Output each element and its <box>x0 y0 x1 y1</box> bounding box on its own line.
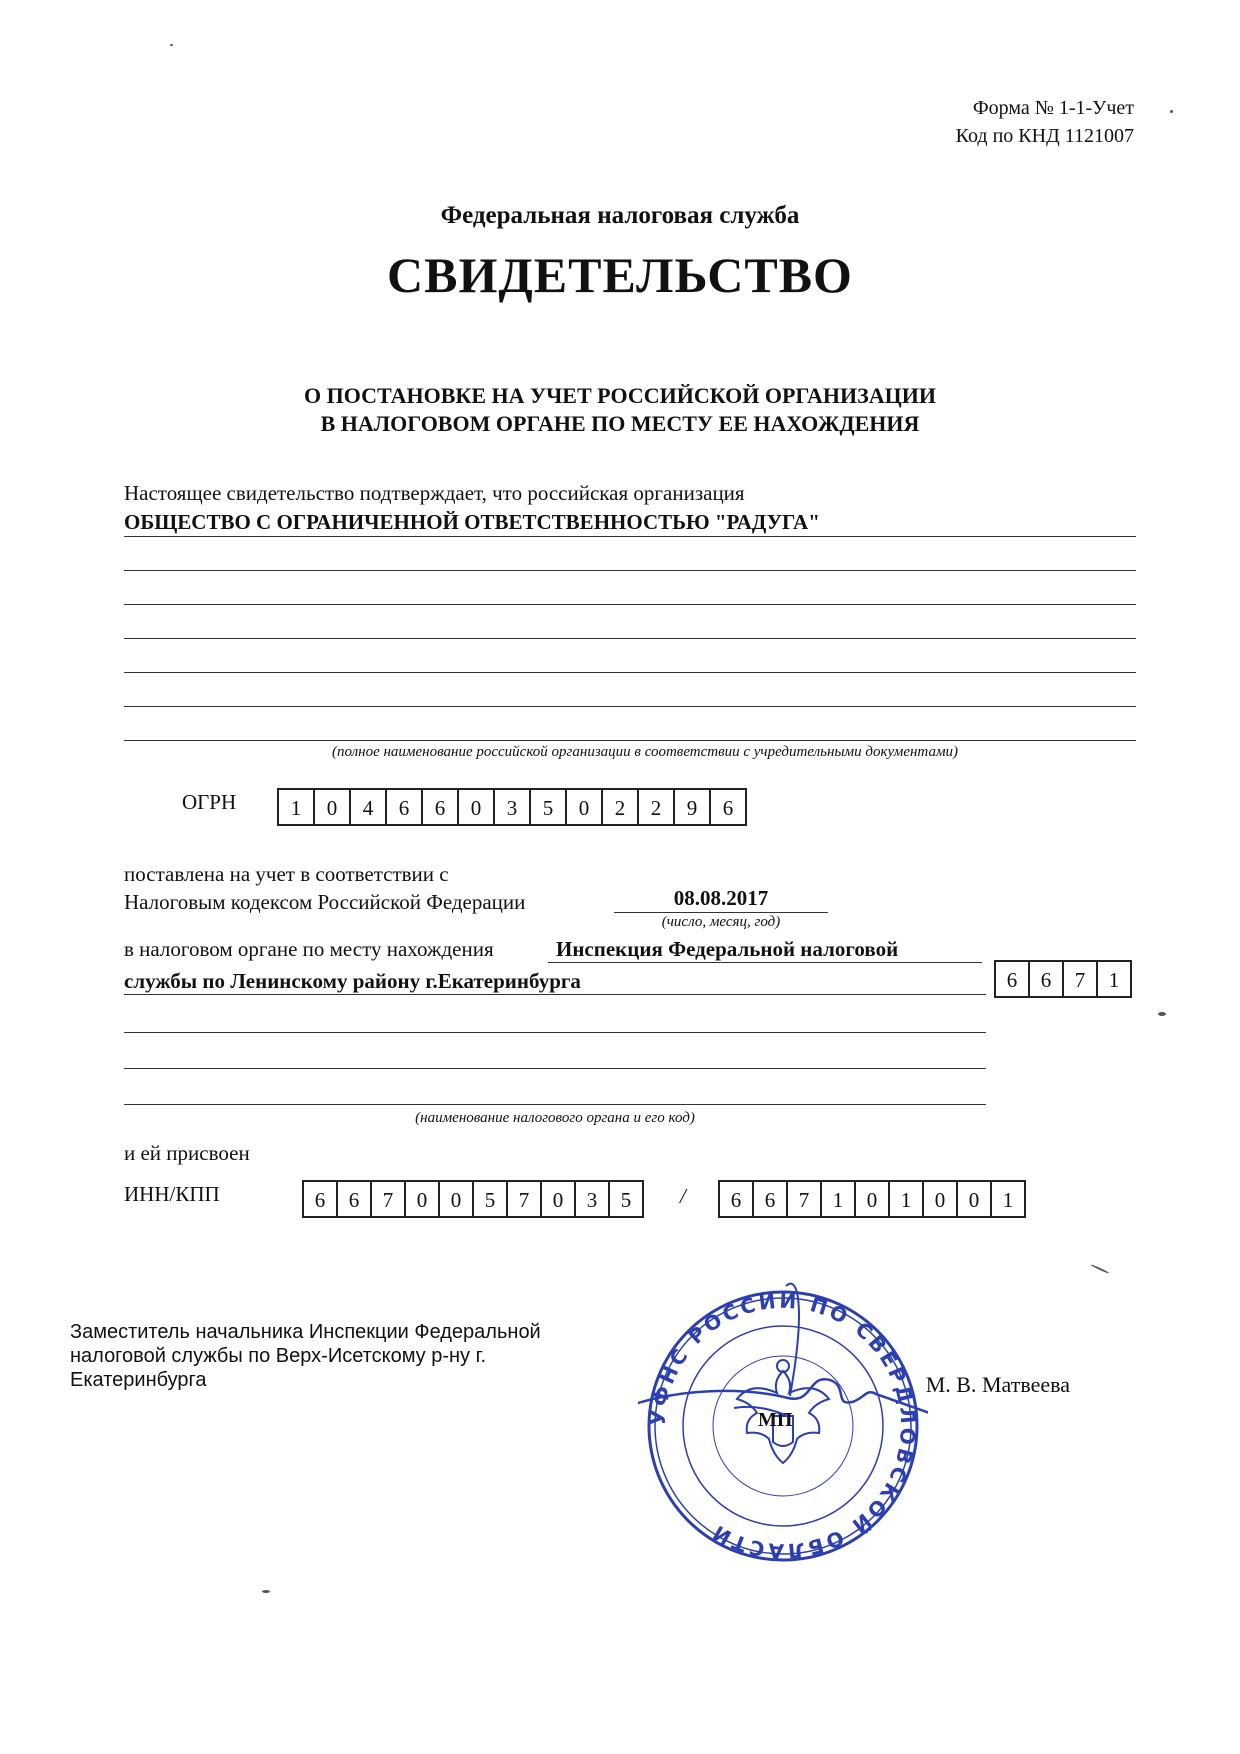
scan-speck <box>1170 110 1173 113</box>
digit-cell: 0 <box>958 1182 992 1216</box>
digit-cell: 6 <box>754 1182 788 1216</box>
digit-cell: 6 <box>423 790 459 824</box>
inn-kpp-separator: / <box>680 1184 686 1208</box>
digit-cell: 6 <box>720 1182 754 1216</box>
tax-office-label: в налоговом органе по месту нахождения <box>124 937 494 961</box>
digit-cell: 3 <box>576 1182 610 1216</box>
registered-text-2: Налоговым кодексом Российской Федерации <box>124 890 526 914</box>
date-line <box>614 912 828 913</box>
signer-position-line-1: Заместитель начальника Инспекции Федеральной <box>70 1321 541 1343</box>
org-name-line-1 <box>124 536 1136 537</box>
signer-position <box>70 1320 630 1392</box>
digit-cell: 0 <box>542 1182 576 1216</box>
seal-outer-text: УФНС РОССИИ ПО СВЕРДЛОВСКОЙ ОБЛАСТИ <box>645 1288 921 1564</box>
digit-cell: 0 <box>315 790 351 824</box>
org-name-line-4 <box>124 638 1136 639</box>
digit-cell: 3 <box>495 790 531 824</box>
scan-speck <box>262 1590 270 1593</box>
digit-cell: 7 <box>508 1182 542 1216</box>
digit-cell: 1 <box>1098 962 1132 996</box>
tax-office-line-1 <box>124 994 986 995</box>
digit-cell: 2 <box>603 790 639 824</box>
org-name-line-5 <box>124 672 1136 673</box>
tax-office-name-2: службы по Ленинскому району г.Екатеринбурга <box>124 969 581 993</box>
tax-office-code-cells <box>994 960 1132 998</box>
digit-cell: 4 <box>351 790 387 824</box>
digit-cell: 1 <box>890 1182 924 1216</box>
registered-text-1: поставлена на учет в соответствии с <box>124 862 449 886</box>
kpp-cells <box>718 1180 1026 1218</box>
tax-office-line-3 <box>124 1068 986 1069</box>
agency-name: Федеральная налоговая служба <box>440 202 800 229</box>
digit-cell: 6 <box>304 1182 338 1216</box>
tax-office-line-0 <box>548 962 982 963</box>
form-meta <box>956 94 1134 150</box>
digit-cell: 0 <box>567 790 603 824</box>
document-title: СВИДЕТЕЛЬСТВО <box>387 247 853 303</box>
digit-cell: 1 <box>279 790 315 824</box>
signer-name: М. В. Матвеева <box>925 1372 1070 1397</box>
digit-cell: 7 <box>1064 962 1098 996</box>
digit-cell: 1 <box>822 1182 856 1216</box>
ogrn-cells <box>277 788 747 826</box>
inn-kpp-label: ИНН/КПП <box>124 1182 220 1206</box>
digit-cell: 0 <box>406 1182 440 1216</box>
digit-cell: 6 <box>338 1182 372 1216</box>
digit-cell: 6 <box>387 790 423 824</box>
digit-cell: 2 <box>639 790 675 824</box>
intro-text: Настоящее свидетельство подтверждает, что российская организация <box>124 481 745 505</box>
digit-cell: 0 <box>924 1182 958 1216</box>
date-caption: (число, месяц, год) <box>661 914 781 930</box>
digit-cell: 1 <box>992 1182 1026 1216</box>
ogrn-label: ОГРН <box>182 790 237 814</box>
signer-position-line-3: Екатеринбурга <box>70 1369 207 1391</box>
digit-cell: 7 <box>372 1182 406 1216</box>
org-name-line-7 <box>124 740 1136 741</box>
inn-cells <box>302 1180 644 1218</box>
signer-position-line-2: налоговой службы по Верх-Исетскому р-ну г. <box>70 1345 487 1367</box>
tax-office-line-2 <box>124 1032 986 1033</box>
assigned-text: и ей присвоен <box>124 1141 250 1165</box>
digit-cell: 7 <box>788 1182 822 1216</box>
scan-speck <box>170 44 173 46</box>
tax-office-name-1: Инспекция Федеральной налоговой <box>556 937 899 961</box>
digit-cell: 5 <box>474 1182 508 1216</box>
digit-cell: 5 <box>531 790 567 824</box>
official-seal-stamp <box>638 1276 928 1576</box>
digit-cell: 6 <box>711 790 747 824</box>
digit-cell: 0 <box>459 790 495 824</box>
form-number: Форма № 1-1-Учет <box>972 97 1134 119</box>
digit-cell: 6 <box>1030 962 1064 996</box>
scan-speck <box>1091 1264 1110 1274</box>
document-subtitle <box>0 382 1240 438</box>
digit-cell: 6 <box>996 962 1030 996</box>
org-name-line-6 <box>124 706 1136 707</box>
digit-cell: 0 <box>440 1182 474 1216</box>
tax-office-line-4 <box>124 1104 986 1105</box>
scan-speck <box>1158 1012 1166 1016</box>
org-name: ОБЩЕСТВО С ОГРАНИЧЕННОЙ ОТВЕТСТВЕННОСТЬЮ "РАДУГА" <box>124 510 820 534</box>
org-name-caption: (полное наименование российской организации в соответствии с учредительными документами) <box>331 744 959 760</box>
mp-mark: МП <box>758 1409 793 1431</box>
tax-office-caption: (наименование налогового органа и его код) <box>415 1110 695 1126</box>
org-name-line-3 <box>124 604 1136 605</box>
subtitle-line-1: О ПОСТАНОВКЕ НА УЧЕТ РОССИЙСКОЙ ОРГАНИЗАЦИИ <box>304 383 936 408</box>
knd-code: Код по КНД 1121007 <box>955 125 1134 147</box>
org-name-line-2 <box>124 570 1136 571</box>
digit-cell: 9 <box>675 790 711 824</box>
subtitle-line-2: В НАЛОГОВОМ ОРГАНЕ ПО МЕСТУ ЕЕ НАХОЖДЕНИЯ <box>320 411 920 436</box>
registration-date: 08.08.2017 <box>673 886 769 910</box>
digit-cell: 0 <box>856 1182 890 1216</box>
digit-cell: 5 <box>610 1182 644 1216</box>
